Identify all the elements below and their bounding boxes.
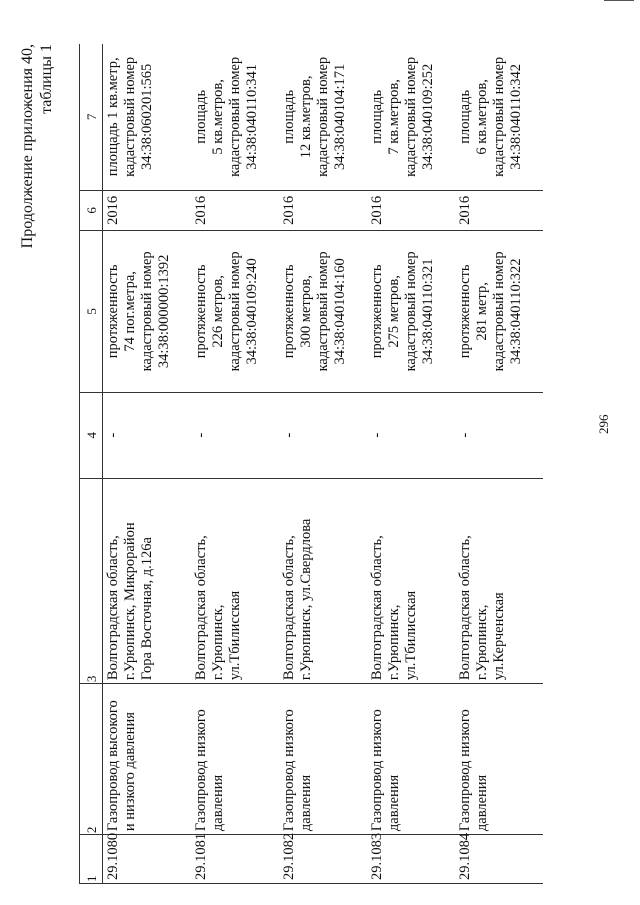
cell-address-line: Волгоградская область, xyxy=(369,535,385,681)
cell-address-line: ул.Тбилисская xyxy=(403,590,419,681)
cell-address-line: г.Урюпинск, ул.Свердлова xyxy=(298,518,314,681)
cell-address-line: г.Урюпинск, xyxy=(386,604,402,681)
cell-object-name xyxy=(279,684,367,835)
cell-address xyxy=(103,478,192,683)
cell-object-name-line: Газопровод высокого xyxy=(105,700,121,832)
cell-object-name-line: давления xyxy=(210,774,226,832)
cell-year: 2016 xyxy=(279,190,367,230)
cell-column-4: - xyxy=(279,392,367,478)
table-row xyxy=(455,44,543,884)
cell-length-cadastral xyxy=(455,230,543,392)
cell-area-cadastral-line: 34:38:040110:342 xyxy=(508,63,524,170)
cell-length-cadastral-line: 281 метр, xyxy=(474,282,490,341)
cell-length-cadastral-line: 300 метров, xyxy=(298,275,314,348)
cell-object-name-line: Газопровод низкого xyxy=(369,709,385,832)
column-header-7: 7 xyxy=(80,44,103,190)
cell-object-number: 29.1081 xyxy=(191,835,279,884)
corner-scan-mark xyxy=(604,0,634,1)
cell-object-name-line: и низкого давления xyxy=(122,712,138,832)
cell-length-cadastral xyxy=(279,230,367,392)
cell-area-cadastral-line: площадь 1 кв.метр, xyxy=(105,57,121,177)
cell-length-cadastral-line: протяженность xyxy=(193,264,209,359)
table-caption xyxy=(18,44,76,884)
cell-length-cadastral-line: кадастровый номер xyxy=(139,251,155,372)
table-row xyxy=(103,44,192,884)
cell-area-cadastral-line: площадь xyxy=(457,89,473,144)
cell-object-name xyxy=(103,684,192,835)
cell-address-line: Волгоградская область, xyxy=(193,535,209,681)
column-header-6: 6 xyxy=(80,190,103,230)
cell-length-cadastral-line: кадастровый номер xyxy=(227,251,243,372)
cell-area-cadastral xyxy=(103,44,192,190)
cell-year: 2016 xyxy=(191,190,279,230)
cell-address-line: г.Урюпинск, xyxy=(210,604,226,681)
cell-area-cadastral-line: 34:38:040109:252 xyxy=(420,63,436,171)
cell-address xyxy=(455,478,543,683)
cell-object-name-line: Газопровод низкого xyxy=(281,709,297,832)
cell-area-cadastral-line: кадастровый номер xyxy=(122,56,138,177)
cell-area-cadastral-line: 12 кв.метров, xyxy=(298,75,314,159)
cell-length-cadastral xyxy=(191,230,279,392)
cell-length-cadastral-line: 34:38:040104:160 xyxy=(332,258,348,365)
cell-area-cadastral-line: кадастровый номер xyxy=(315,56,331,177)
cell-area-cadastral-line: 34:38:040104:171 xyxy=(332,63,348,171)
cell-object-number: 29.1084 xyxy=(455,835,543,884)
cell-length-cadastral-line: кадастровый номер xyxy=(315,251,331,372)
cell-address-line: ул.Тбилисская xyxy=(227,590,243,681)
cell-address-line: г.Урюпинск, xyxy=(474,604,490,681)
cell-object-name xyxy=(455,684,543,835)
cell-column-4: - xyxy=(191,392,279,478)
objects-table xyxy=(79,44,543,884)
cell-length-cadastral-line: 34:38:040109:240 xyxy=(244,258,260,365)
cell-area-cadastral-line: площадь xyxy=(369,89,385,144)
cell-address-line: Волгоградская область, xyxy=(281,535,297,681)
cell-year: 2016 xyxy=(367,190,455,230)
cell-area-cadastral xyxy=(455,44,543,190)
column-header-5: 5 xyxy=(80,230,103,392)
column-header-2: 2 xyxy=(80,684,103,835)
table-row xyxy=(191,44,279,884)
cell-area-cadastral-line: площадь xyxy=(281,89,297,144)
column-header-3: 3 xyxy=(80,478,103,683)
cell-address-line: Волгоградская область, xyxy=(457,535,473,681)
cell-area-cadastral-line: 34:38:060201:565 xyxy=(139,63,155,171)
cell-address-line: г.Урюпинск, Микрорайон xyxy=(122,522,138,681)
cell-area-cadastral xyxy=(367,44,455,190)
cell-column-4: - xyxy=(367,392,455,478)
table-row xyxy=(367,44,455,884)
cell-area-cadastral xyxy=(191,44,279,190)
cell-area-cadastral-line: 34:38:040110:341 xyxy=(244,63,260,170)
cell-area-cadastral-line: кадастровый номер xyxy=(491,56,507,177)
cell-area-cadastral-line: 6 кв.метров, xyxy=(474,79,490,155)
page-number: 296 xyxy=(596,414,611,434)
caption-line-1: Продолжение приложения 40, xyxy=(19,44,36,249)
cell-year: 2016 xyxy=(455,190,543,230)
cell-area-cadastral-line: кадастровый номер xyxy=(227,56,243,177)
cell-address xyxy=(191,478,279,683)
cell-length-cadastral xyxy=(367,230,455,392)
cell-object-number: 29.1082 xyxy=(279,835,367,884)
cell-length-cadastral xyxy=(103,230,192,392)
cell-area-cadastral-line: 5 кв.метров, xyxy=(210,79,226,155)
cell-area-cadastral-line: 7 кв.метров, xyxy=(386,79,402,155)
cell-object-name-line: Газопровод низкого xyxy=(457,709,473,832)
cell-address-line: Волгоградская область, xyxy=(105,535,121,681)
cell-object-name-line: давления xyxy=(474,774,490,832)
cell-length-cadastral-line: кадастровый номер xyxy=(403,251,419,372)
table-body xyxy=(103,44,544,884)
cell-object-name-line: давления xyxy=(298,774,314,832)
cell-object-number: 29.1080 xyxy=(103,835,192,884)
cell-area-cadastral-line: площадь xyxy=(193,89,209,144)
table-row xyxy=(279,44,367,884)
cell-object-name xyxy=(367,684,455,835)
column-header-1: 1 xyxy=(80,835,103,884)
cell-column-4: - xyxy=(103,392,192,478)
cell-object-name xyxy=(191,684,279,835)
cell-length-cadastral-line: протяженность xyxy=(281,264,297,359)
cell-area-cadastral-line: кадастровый номер xyxy=(403,56,419,177)
cell-length-cadastral-line: протяженность xyxy=(369,264,385,359)
cell-object-name-line: Газопровод низкого xyxy=(193,709,209,832)
column-header-4: 4 xyxy=(80,392,103,478)
cell-length-cadastral-line: 34:38:040110:321 xyxy=(420,258,436,365)
cell-length-cadastral-line: протяженность xyxy=(105,264,121,359)
cell-address-line: Гора Восточная, д.126а xyxy=(139,537,155,681)
cell-address xyxy=(279,478,367,683)
cell-length-cadastral-line: 74 пог.метра, xyxy=(122,271,138,352)
cell-column-4: - xyxy=(455,392,543,478)
caption-line-2: таблицы 1 xyxy=(38,44,55,114)
cell-address xyxy=(367,478,455,683)
cell-length-cadastral-line: 275 метров, xyxy=(386,275,402,348)
cell-address-line: ул.Керченская xyxy=(491,592,507,681)
cell-length-cadastral-line: 34:38:040110:322 xyxy=(508,258,524,365)
cell-length-cadastral-line: 34:38:000000:1392 xyxy=(156,254,172,369)
cell-length-cadastral-line: кадастровый номер xyxy=(491,251,507,372)
cell-year: 2016 xyxy=(103,190,192,230)
cell-object-name-line: давления xyxy=(386,774,402,832)
cell-length-cadastral-line: протяженность xyxy=(457,264,473,359)
column-number-row xyxy=(80,44,103,884)
cell-length-cadastral-line: 226 метров, xyxy=(210,275,226,348)
cell-area-cadastral xyxy=(279,44,367,190)
cell-object-number: 29.1083 xyxy=(367,835,455,884)
rotated-document xyxy=(18,24,618,884)
